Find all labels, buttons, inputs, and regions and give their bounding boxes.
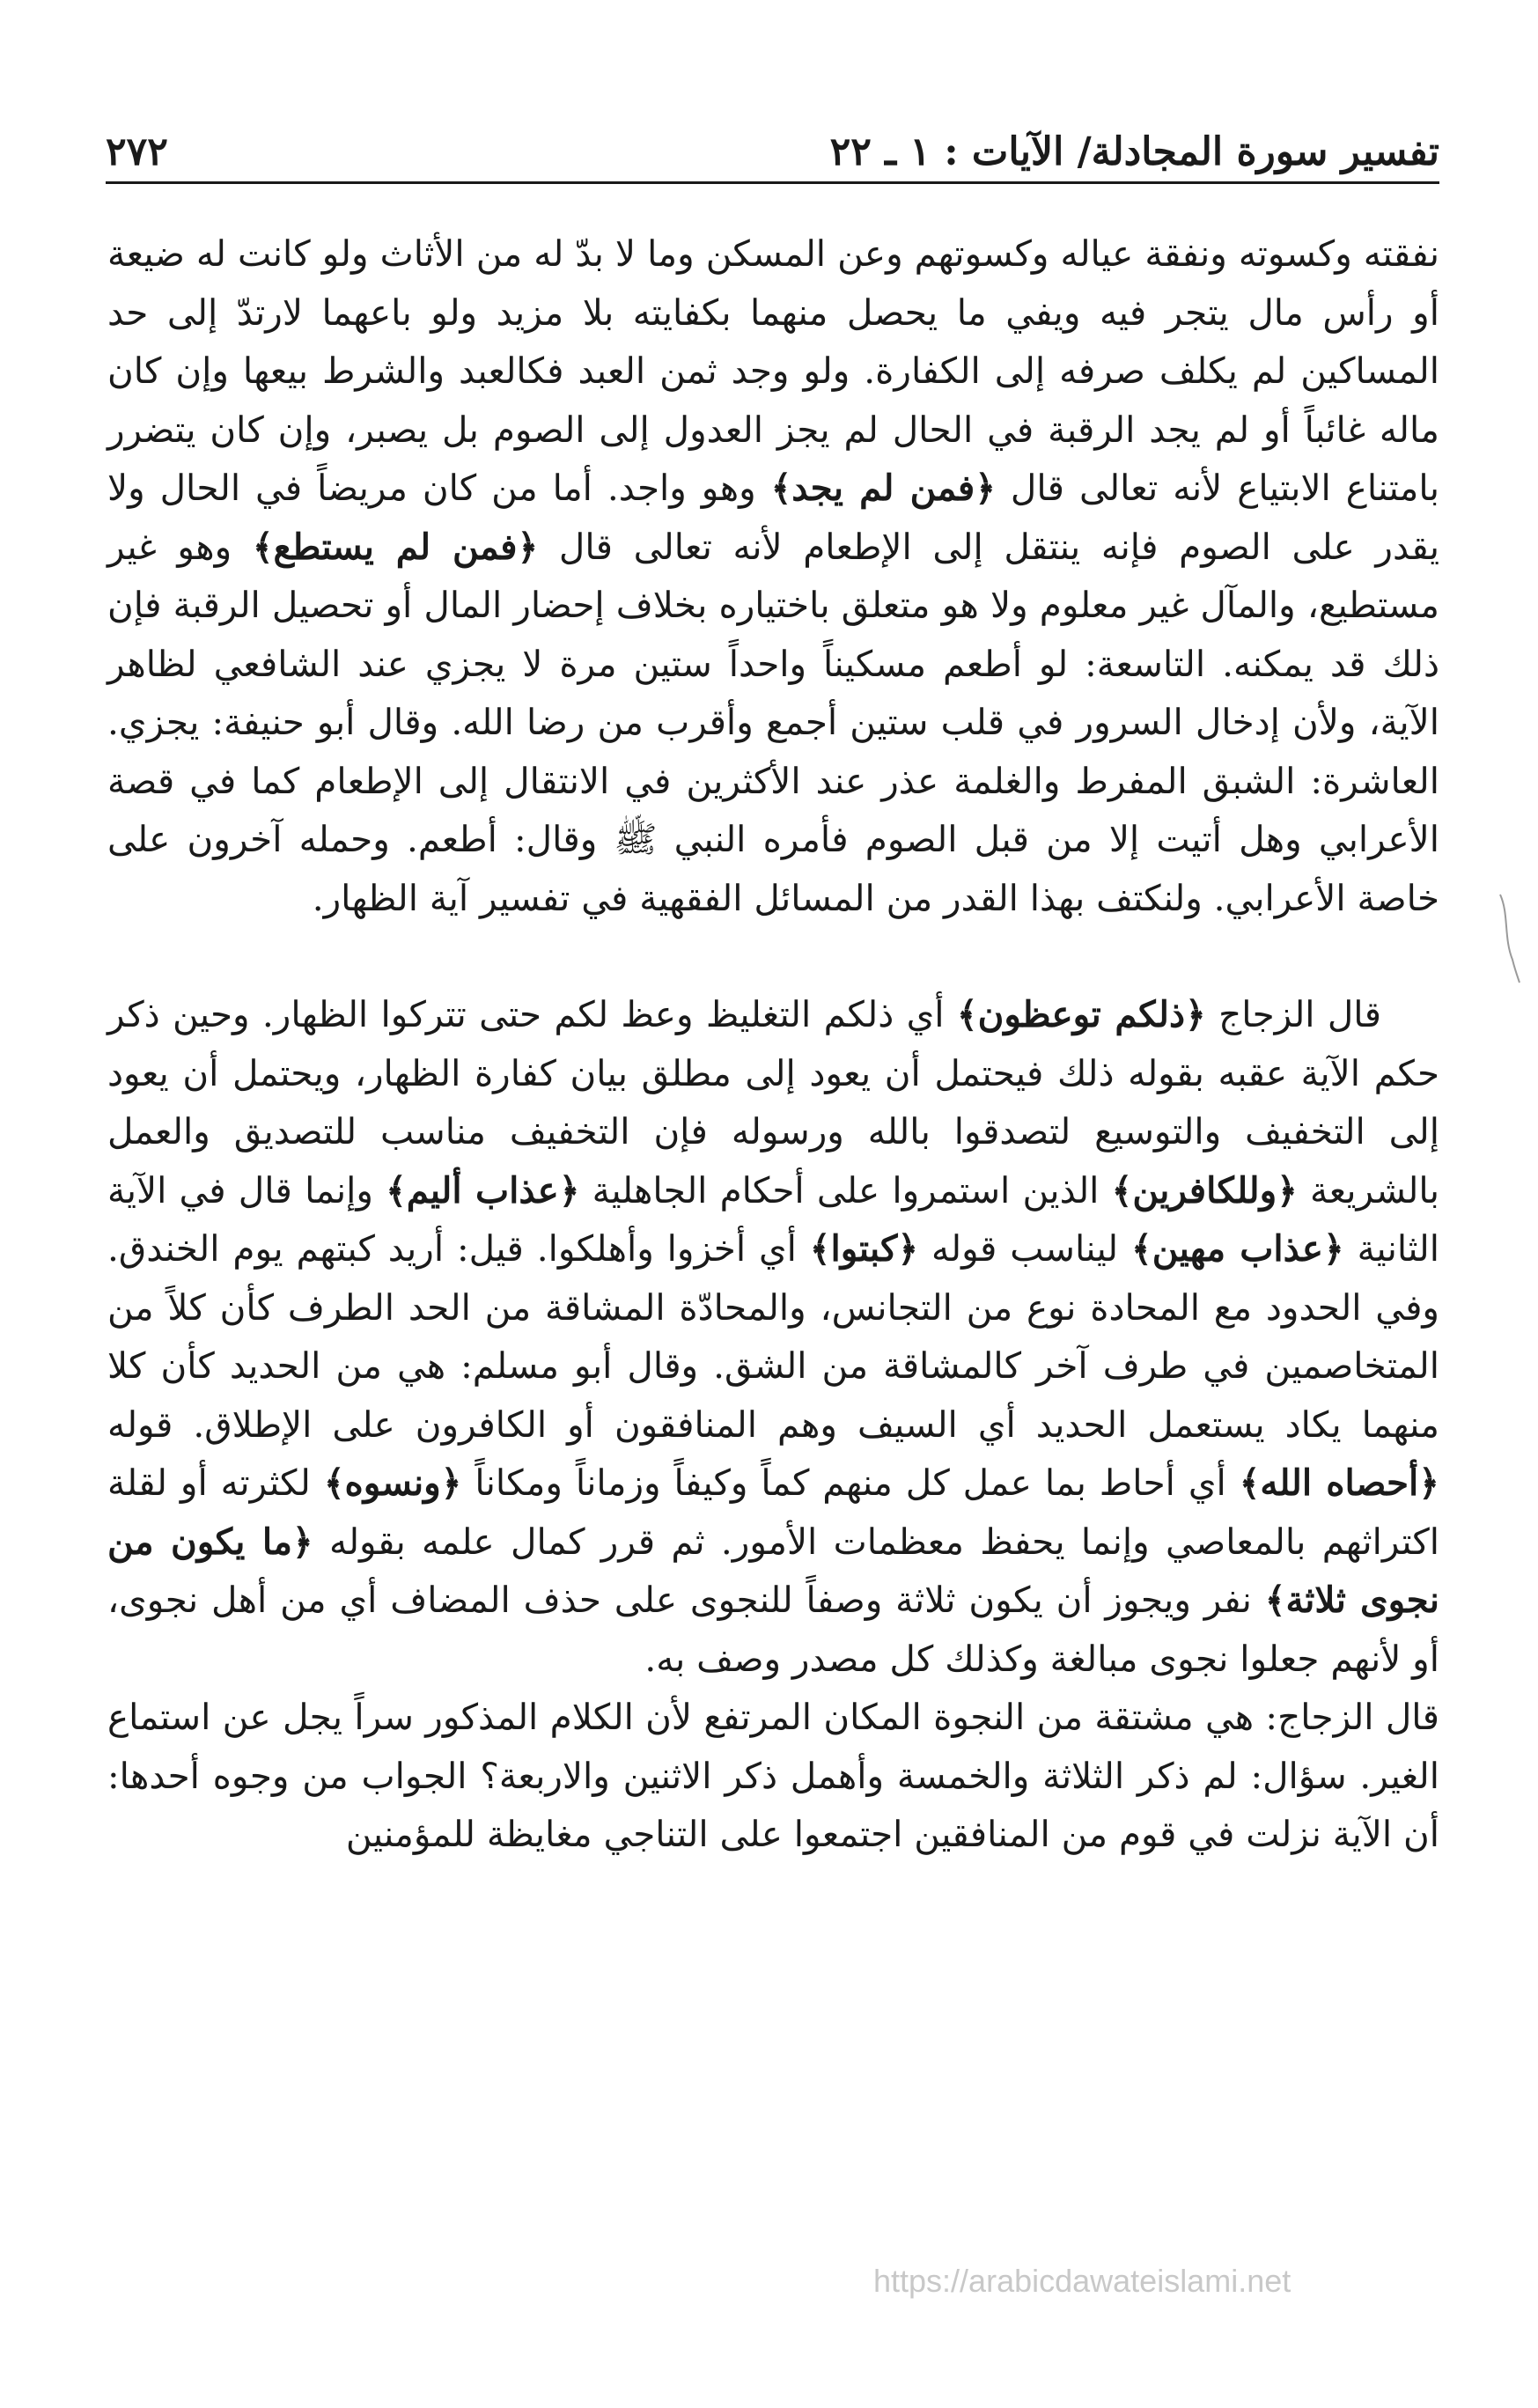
running-title: تفسير سورة المجادلة/ الآيات : ١ ـ ٢٢ — [829, 129, 1439, 174]
quran-quote: ﴿عذاب أليم﴾ — [386, 1168, 580, 1211]
text-span: لكثرته أو لقلة اكتراثهم بالمعاصي وإنما يحفظ معظمات الأمور. ثم قرر كمال علمه بقوله — [107, 1462, 1439, 1563]
body-text — [107, 225, 1439, 1864]
text-span: وإنما قال في الآية الثانية — [107, 1168, 1440, 1270]
text-span: وهو واجد. أما من كان مريضاً في الحال ولا يقدر على الصوم فإنه ينتقل إلى الإطعام لأنه تعالى قال — [107, 467, 1439, 568]
paragraph-3 — [107, 1688, 1439, 1864]
text-span: الذين استمروا على أحكام الجاهلية — [579, 1168, 1112, 1211]
quran-quote: ﴿فمن لم يستطع﴾ — [252, 525, 539, 568]
quran-quote: ﴿فمن لم يجد﴾ — [770, 467, 996, 509]
watermark-url: https://arabicdawateislami.net — [873, 2263, 1291, 2299]
paragraph-2 — [107, 985, 1439, 1688]
text-span: أي أحاط بما عمل كل منهم كماً وكيفاً وزماناً ومكاناً — [461, 1462, 1240, 1504]
text-span: أي أخزوا وأهلكوا. قيل: أريد كبتهم يوم الخندق. وفي الحدود مع المحادة نوع من التجانس، والمحادّة المشاقة من الحد الطرف كأن كلاً من المتخاصمين في طرف آخر كالمشاقة من الشق. وقال أبو مسلم: هي من الحديد كأن كلا منهما يكاد يستعمل الحديد أي السيف وهم المنافقون أو الكافرون على الإطلاق. قوله — [107, 1227, 1439, 1446]
quran-quote: ﴿ونسوه﴾ — [323, 1462, 462, 1504]
quran-quote: ﴿ذلكم توعظون﴾ — [956, 993, 1206, 1035]
text-span: أي ذلكم التغليظ وعظ لكم حتى تتركوا الظهار. وحين ذكر حكم الآية عقبه بقوله ذلك فيحتمل أن يعود إلى مطلق بيان كفارة الظهار، ويحتمل أن يعود إلى التخفيف والتوسيع لتصدقوا بالله ورسوله فإن التخفيف مناسب للتصديق والعمل بالشريعة — [107, 993, 1439, 1211]
quran-quote: ﴿ما يكون من نجوى ثلاثة﴾ — [107, 1520, 1439, 1621]
text-span: نفر ويجوز أن يكون ثلاثة وصفاً للنجوى على حذف المضاف أي من أهل نجوى، أو لأنهم جعلوا نجوى مبالغة وكذلك كل مصدر وصف به. — [107, 1579, 1439, 1680]
text-span: وهو غير مستطيع، والمآل غير معلوم ولا هو متعلق باختياره بخلاف إحضار المال أو تحصيل الرقبة فإن ذلك قد يمكنه. التاسعة: لو أطعم مسكيناً واحداً ستين مرة لا يجزي عند الشافعي لظاهر الآية، ولأن إدخال السرور في قلب ستين أجمع وأقرب من رضا الله. وقال أبو حنيفة: يجزي. العاشرة: الشبق المفرط والغلمة عذر عند الأكثرين في الانتقال إلى الإطعام كما في قصة الأعرابي وهل أتيت إلا من قبل الصوم فأمره النبي ﷺ وقال: أطعم. وحمله آخرون على خاصة الأعرابي. ولنكتف بهذا القدر من المسائل الفقهية في تفسير آية الظهار. — [107, 525, 1439, 919]
paragraph-1 — [107, 225, 1439, 927]
margin-pencil-mark — [1497, 889, 1523, 986]
text-span: قال الزجاج: هي مشتقة من النجوة المكان المرتفع لأن الكلام المذكور سراً يجل عن استماع الغير. سؤال: لم ذكر الثلاثة والخمسة وأهمل ذكر الاثنين والاربعة؟ الجواب من وجوه أحدها: أن الآية نزلت في قوم من المنافقين اجتمعوا على التناجي مغايظة للمؤمنين — [107, 1696, 1439, 1855]
page-number: ٢٧٢ — [106, 129, 168, 174]
text-span: نفقته وكسوته ونفقة عياله وكسوتهم وعن المسكن وما لا بدّ له من الأثاث ولو كانت له ضيعة أو رأس مال يتجر فيه ويفي ما يحصل منهما بكفايته بلا مزيد ولو باعهما لارتدّ إلى حد المساكين لم يكلف صرفه إلى الكفارة. ولو وجد ثمن العبد فكالعبد والشرط بيعها وإن كان ماله غائباً أو لم يجد الرقبة في الحال لم يجز العدول إلى الصوم بل يصبر، وإن كان يتضرر بامتناع الابتياع لأنه تعالى قال — [107, 232, 1439, 509]
page-header — [106, 113, 1439, 184]
quran-quote: ﴿أحصاه الله﴾ — [1239, 1462, 1440, 1504]
text-span: ليناسب قوله — [918, 1227, 1131, 1270]
text-span: قال الزجاج — [1205, 993, 1381, 1035]
quran-quote: ﴿وللكافرين﴾ — [1111, 1168, 1298, 1211]
quran-quote: ﴿كبتوا﴾ — [809, 1227, 919, 1270]
quran-quote: ﴿عذاب مهين﴾ — [1130, 1227, 1344, 1270]
